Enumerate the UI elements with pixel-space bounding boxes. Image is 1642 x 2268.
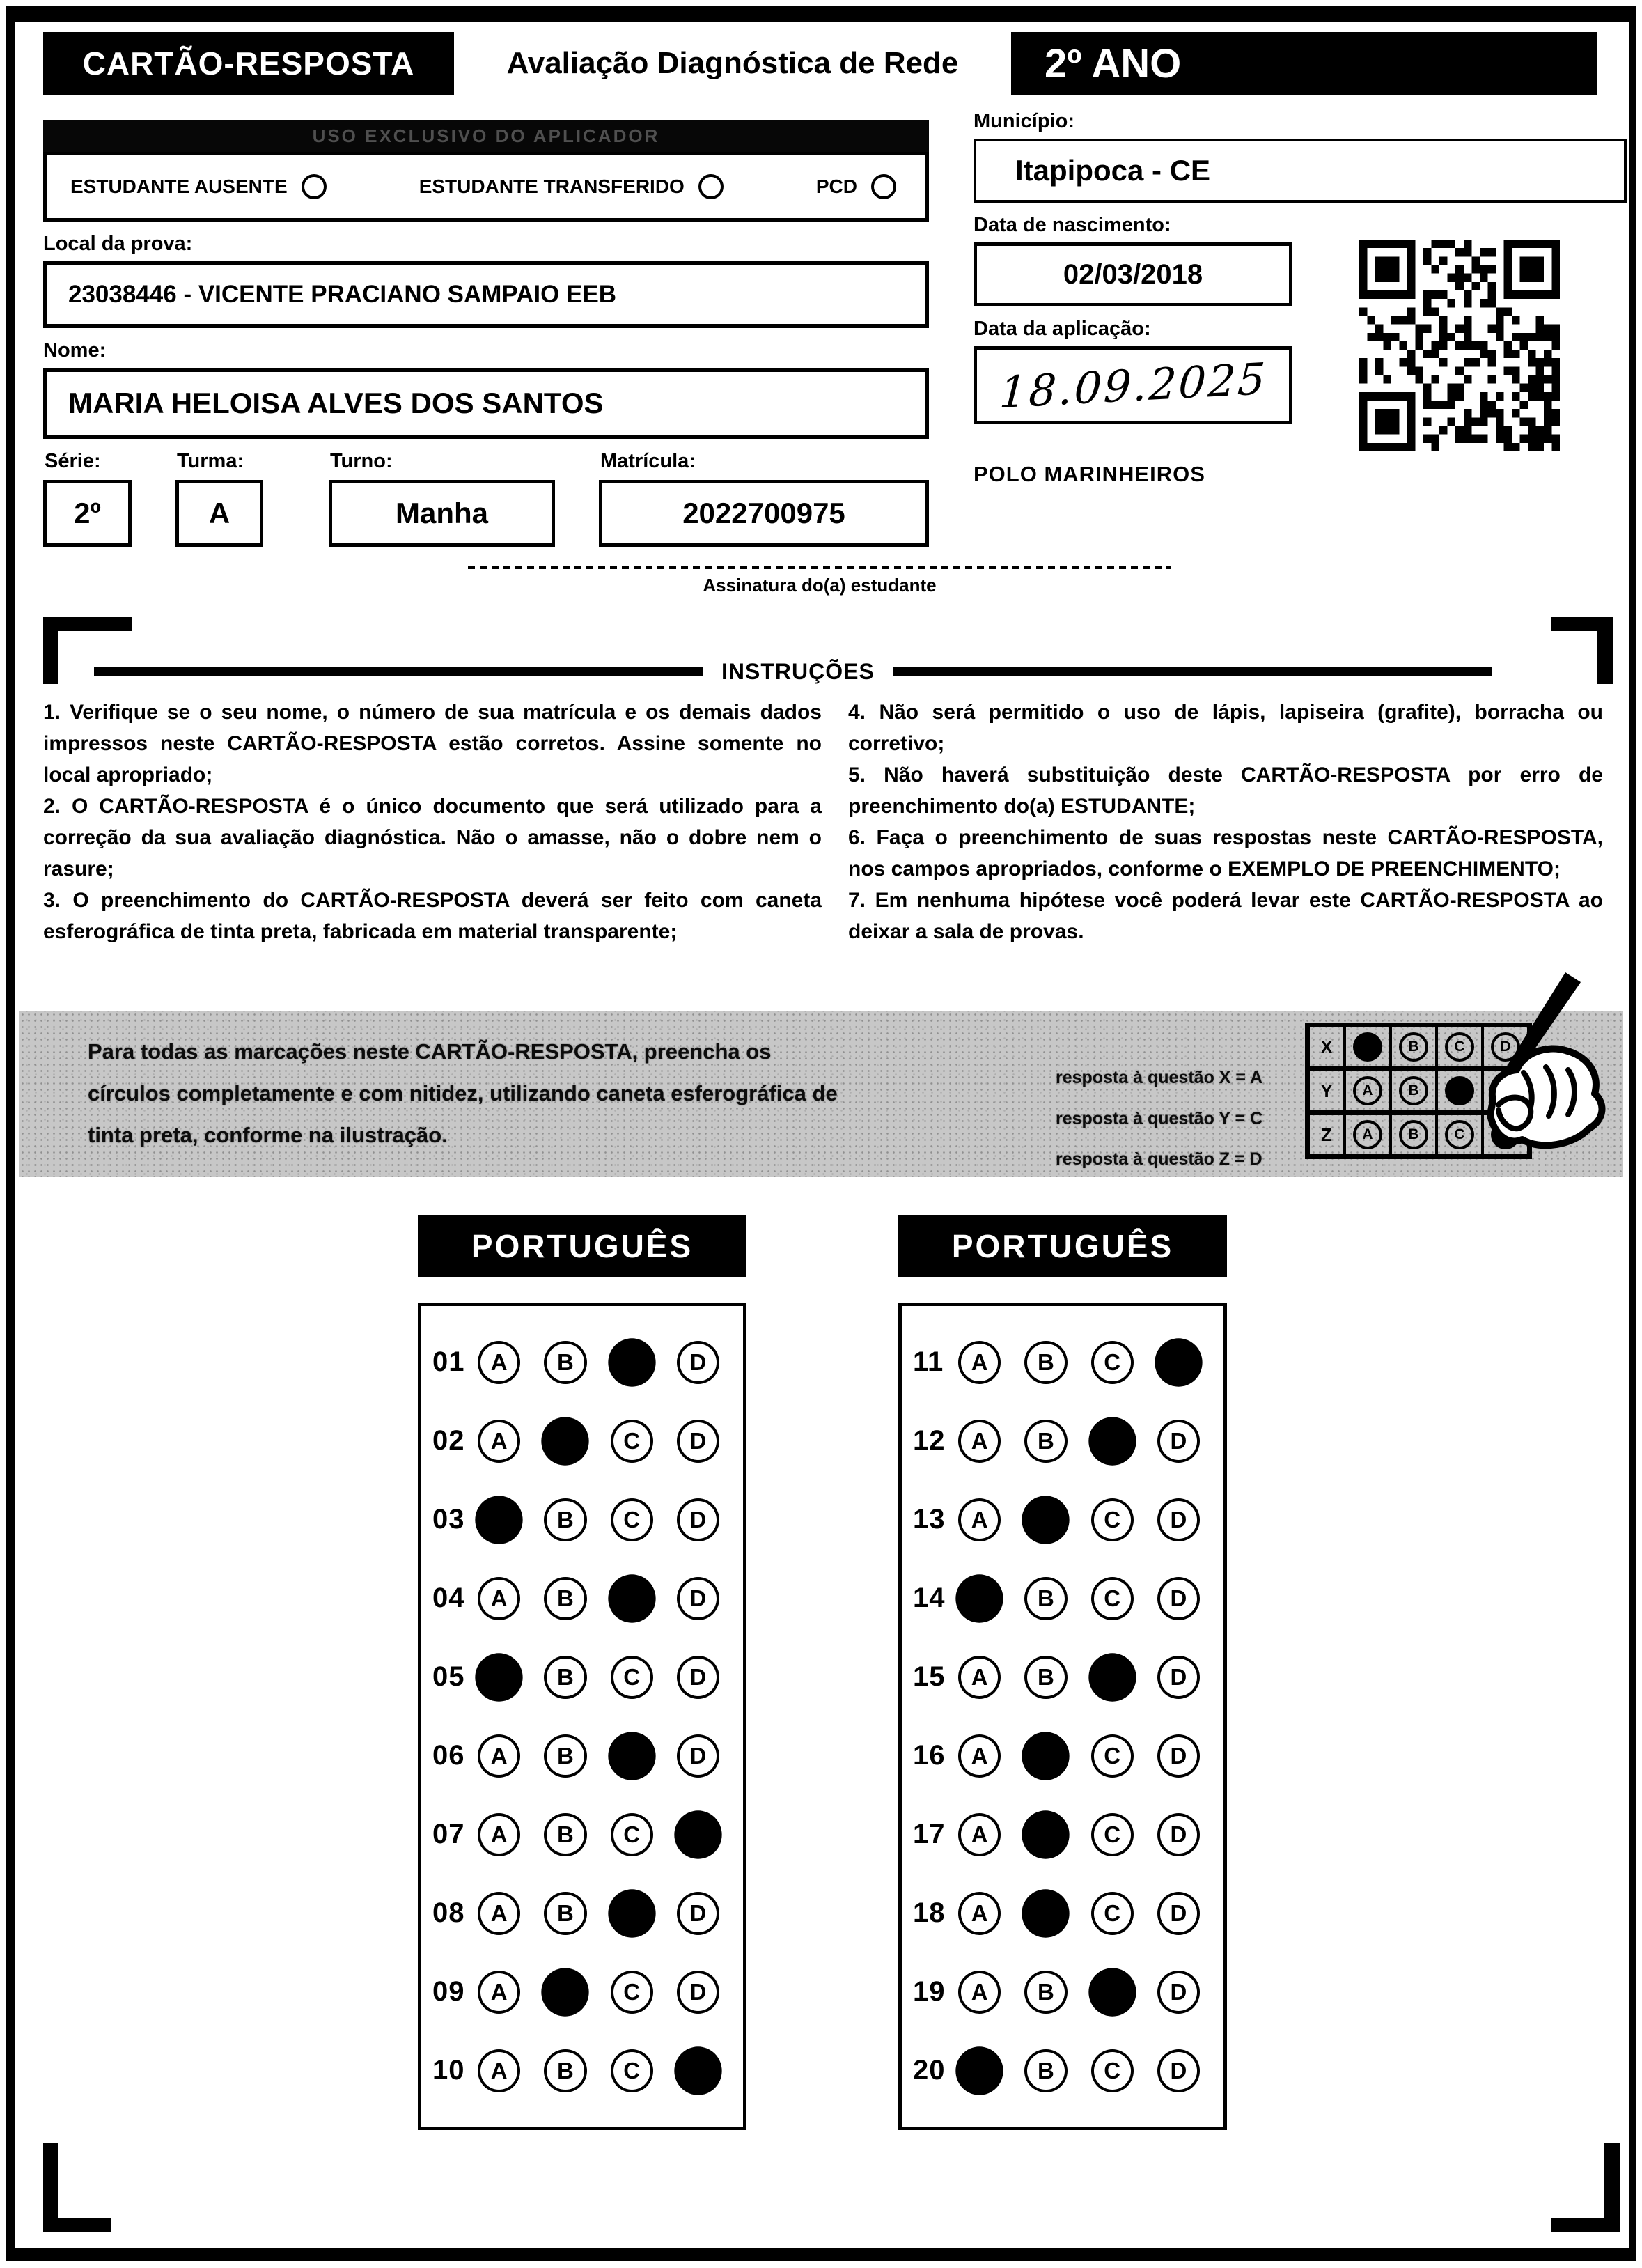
- example-cell: [1389, 1071, 1435, 1110]
- example-cell: [1389, 1027, 1435, 1066]
- status-option-label: PCD: [815, 176, 857, 197]
- question-row: [432, 1323, 743, 1401]
- bubble-11-D[interactable]: [1155, 1338, 1203, 1386]
- question-number: 09: [432, 1976, 465, 2007]
- bubble-08-A[interactable]: A: [478, 1892, 520, 1935]
- applicator-band: [43, 120, 929, 152]
- status-row: [43, 152, 929, 222]
- bubble-17-D[interactable]: D: [1157, 1813, 1200, 1856]
- bubble-12-A[interactable]: A: [958, 1420, 1001, 1463]
- bubble-04-A[interactable]: A: [478, 1577, 520, 1620]
- question-row: [432, 1795, 743, 1874]
- fill-example-legend: [1056, 1057, 1262, 1180]
- status-option-bubble[interactable]: [871, 174, 896, 199]
- example-cell: [1343, 1115, 1389, 1154]
- bubble-14-B[interactable]: B: [1024, 1577, 1067, 1620]
- instruction-item: 7. Em nenhuma hipótese você poderá levar este CARTÃO-RESPOSTA ao deixar a sala de provas.: [848, 889, 1603, 943]
- question-row: [432, 2031, 743, 2110]
- bubble-14-C[interactable]: C: [1091, 1577, 1134, 1620]
- matricula-value-box: [599, 480, 929, 547]
- bubble-19-A[interactable]: A: [958, 1971, 1001, 2014]
- hand-pen-illustration: [1443, 972, 1618, 1162]
- local-value: 23038446 - VICENTE PRACIANO SAMPAIO EEB: [68, 281, 617, 308]
- example-row-label: X: [1320, 1036, 1333, 1057]
- bubble-15-C[interactable]: [1088, 1653, 1136, 1701]
- question-row: [913, 1795, 1223, 1874]
- question-row: [913, 1874, 1223, 1952]
- status-option-label: ESTUDANTE TRANSFERIDO: [419, 176, 685, 197]
- bubble-03-A[interactable]: [475, 1496, 523, 1544]
- question-row: [913, 1716, 1223, 1795]
- answer-grid: [898, 1303, 1227, 2130]
- question-number: 15: [913, 1661, 946, 1692]
- serie-label: Série:: [45, 450, 101, 472]
- instructions-rule-left: [94, 667, 703, 676]
- class-fields-row: [43, 450, 929, 547]
- question-number: 03: [432, 1504, 465, 1535]
- question-number: 11: [913, 1346, 944, 1377]
- qr-code: [1359, 240, 1560, 451]
- question-row: [432, 1638, 743, 1716]
- bubble-10-A[interactable]: A: [478, 2049, 520, 2092]
- bubble-11-A[interactable]: A: [958, 1341, 1001, 1384]
- status-option-2: [419, 174, 724, 199]
- question-number: 18: [913, 1897, 946, 1928]
- example-legend-line: resposta à questão Y = C: [1056, 1108, 1263, 1128]
- bubble-13-B[interactable]: [1022, 1496, 1070, 1544]
- bubble-12-D[interactable]: D: [1157, 1420, 1200, 1463]
- student-data-left: [43, 120, 929, 547]
- example-row-label: Z: [1321, 1124, 1332, 1145]
- bubble-01-B[interactable]: B: [544, 1341, 586, 1384]
- bubble-06-D[interactable]: D: [677, 1734, 719, 1778]
- bubble-04-D[interactable]: D: [677, 1577, 719, 1620]
- nome-value: MARIA HELOISA ALVES DOS SANTOS: [68, 387, 604, 419]
- bubble-03-C[interactable]: C: [611, 1498, 653, 1541]
- bubble-18-C[interactable]: C: [1091, 1892, 1134, 1935]
- question-row: [913, 1559, 1223, 1638]
- question-row: [432, 1559, 743, 1638]
- question-row: [913, 1952, 1223, 2031]
- bubble-03-D[interactable]: D: [677, 1498, 719, 1541]
- bubble-13-C[interactable]: C: [1091, 1498, 1134, 1541]
- question-row: [913, 1401, 1223, 1480]
- example-bubble-Y-B: B: [1399, 1076, 1428, 1105]
- bubble-16-D[interactable]: D: [1157, 1734, 1200, 1778]
- question-row: [913, 1638, 1223, 1716]
- answer-section-1: [418, 1215, 746, 2130]
- bubble-07-D[interactable]: [674, 1810, 722, 1858]
- bubble-16-B[interactable]: [1022, 1732, 1070, 1780]
- header-bar: [43, 32, 1597, 95]
- bubble-07-B[interactable]: B: [544, 1813, 586, 1856]
- question-number: 20: [913, 2055, 946, 2086]
- question-number: 06: [432, 1740, 465, 1771]
- question-row: [432, 1480, 743, 1559]
- question-number: 04: [432, 1583, 465, 1613]
- nascimento-value-box: [974, 242, 1292, 306]
- fill-example-text: [88, 1031, 1049, 1156]
- question-number: 10: [432, 2055, 465, 2086]
- bubble-02-D[interactable]: D: [677, 1420, 719, 1463]
- turma-field: [175, 450, 263, 547]
- question-number: 08: [432, 1897, 465, 1928]
- turma-value: A: [208, 497, 230, 529]
- bubble-14-A[interactable]: [955, 1574, 1003, 1622]
- bubble-18-B[interactable]: [1022, 1889, 1070, 1937]
- bubble-10-B[interactable]: B: [544, 2049, 586, 2092]
- bubble-16-A[interactable]: A: [958, 1734, 1001, 1778]
- bubble-20-A[interactable]: [955, 2046, 1003, 2095]
- bubble-15-D[interactable]: D: [1157, 1656, 1200, 1699]
- bubble-19-D[interactable]: D: [1157, 1971, 1200, 2014]
- bubble-14-D[interactable]: D: [1157, 1577, 1200, 1620]
- example-bubble-Z-C: C: [1445, 1120, 1474, 1149]
- bubble-15-A[interactable]: A: [958, 1656, 1001, 1699]
- bubble-08-D[interactable]: D: [677, 1892, 719, 1935]
- bubble-02-A[interactable]: A: [478, 1420, 520, 1463]
- bubble-10-D[interactable]: [674, 2046, 722, 2095]
- bubble-18-D[interactable]: D: [1157, 1892, 1200, 1935]
- example-legend-line: resposta à questão X = A: [1056, 1068, 1263, 1087]
- bubble-11-C[interactable]: C: [1091, 1341, 1134, 1384]
- example-cell: [1343, 1071, 1389, 1110]
- question-number: 19: [913, 1976, 946, 2007]
- aplicacao-handwritten-value: 18.09.2025: [997, 352, 1269, 418]
- question-number: 02: [432, 1425, 465, 1456]
- question-row: [432, 1874, 743, 1952]
- bubble-02-B[interactable]: [542, 1417, 590, 1465]
- bubble-20-D[interactable]: D: [1157, 2049, 1200, 2092]
- instruction-item: 4. Não será permitido o uso de lápis, lapiseira (grafite), borracha ou corretivo;: [848, 701, 1603, 755]
- question-number: 13: [913, 1504, 946, 1535]
- example-text-line: Para todas as marcações neste CARTÃO-RESPOSTA, preencha os: [88, 1039, 772, 1064]
- fill-example-band: [19, 1011, 1623, 1177]
- serie-field: [43, 450, 132, 547]
- local-value-box: [43, 261, 929, 328]
- example-bubble-X-C: C: [1445, 1032, 1474, 1062]
- turno-field: [329, 450, 555, 547]
- matricula-value: 2022700975: [682, 497, 845, 529]
- bubble-04-C[interactable]: [608, 1574, 656, 1622]
- instruction-item: 3. O preenchimento do CARTÃO-RESPOSTA deverá ser feito com caneta esferográfica de tinta preta, fabricada em material transparente;: [43, 889, 822, 943]
- bubble-09-B[interactable]: [542, 1968, 590, 2016]
- signature-line[interactable]: [468, 566, 1171, 569]
- bubble-08-C[interactable]: [608, 1889, 656, 1937]
- question-row: [432, 1952, 743, 2031]
- bubble-17-C[interactable]: C: [1091, 1813, 1134, 1856]
- example-row-label-cell: [1310, 1027, 1343, 1066]
- bubble-06-B[interactable]: B: [544, 1734, 586, 1778]
- assessment-title: Avaliação Diagnóstica de Rede: [454, 32, 1011, 95]
- bubble-18-A[interactable]: A: [958, 1892, 1001, 1935]
- matricula-field: [599, 450, 929, 547]
- grade-label: 2º ANO: [1045, 40, 1182, 86]
- signature-label: Assinatura do(a) estudante: [703, 575, 937, 596]
- polo-label: POLO MARINHEIROS: [974, 462, 1205, 486]
- bubble-07-C[interactable]: C: [611, 1813, 653, 1856]
- bubble-04-B[interactable]: B: [544, 1577, 586, 1620]
- bubble-16-C[interactable]: C: [1091, 1734, 1134, 1778]
- nascimento-value: 02/03/2018: [1063, 258, 1203, 290]
- example-row-label: Y: [1320, 1080, 1333, 1101]
- bubble-06-A[interactable]: A: [478, 1734, 520, 1778]
- question-number: 17: [913, 1819, 946, 1849]
- bubble-17-B[interactable]: [1022, 1810, 1070, 1858]
- bubble-01-D[interactable]: D: [677, 1341, 719, 1384]
- question-row: [432, 1401, 743, 1480]
- example-bubble-X-B: B: [1399, 1032, 1428, 1062]
- example-bubble-X-A: [1353, 1032, 1382, 1062]
- question-number: 07: [432, 1819, 465, 1849]
- question-number: 01: [432, 1346, 465, 1377]
- bubble-05-A[interactable]: [475, 1653, 523, 1701]
- crop-mark-bottom-left: [43, 2143, 111, 2232]
- question-row: [913, 1480, 1223, 1559]
- nome-label: Nome:: [43, 339, 107, 362]
- turno-value: Manha: [395, 497, 488, 529]
- bubble-19-B[interactable]: B: [1024, 1971, 1067, 2014]
- aplicacao-label: Data da aplicação:: [974, 318, 1151, 340]
- crop-mark-top-right: [1551, 617, 1613, 684]
- bubble-10-C[interactable]: C: [611, 2049, 653, 2092]
- question-number: 12: [913, 1425, 946, 1456]
- instruction-item: 5. Não haverá substituição deste CARTÃO-RESPOSTA por erro de preenchimento do(a) ESTUDANTE;: [848, 763, 1603, 818]
- answer-grid: [418, 1303, 746, 2130]
- instructions-title: INSTRUÇÕES: [721, 659, 875, 684]
- bubble-03-B[interactable]: B: [544, 1498, 586, 1541]
- instructions-column-left: [43, 697, 822, 947]
- card-title: CARTÃO-RESPOSTA: [82, 45, 415, 81]
- bubble-12-C[interactable]: [1088, 1417, 1136, 1465]
- example-row-label-cell: [1310, 1071, 1343, 1110]
- question-row: [913, 2031, 1223, 2110]
- bubble-01-C[interactable]: [608, 1338, 656, 1386]
- status-option-label: ESTUDANTE AUSENTE: [70, 176, 288, 197]
- bubble-05-C[interactable]: C: [611, 1656, 653, 1699]
- answer-section-title: PORTUGUÊS: [898, 1215, 1227, 1277]
- instruction-item: 1. Verifique se o seu nome, o número de sua matrícula e os demais dados impressos neste CARTÃO-RESPOSTA estão corretos. Assine somente no local apropriado;: [43, 701, 822, 786]
- bubble-08-B[interactable]: B: [544, 1892, 586, 1935]
- turno-value-box: [329, 480, 555, 547]
- bubble-05-B[interactable]: B: [544, 1656, 586, 1699]
- bubble-20-C[interactable]: C: [1091, 2049, 1134, 2092]
- signature-area[interactable]: [468, 566, 1171, 596]
- bubble-11-B[interactable]: B: [1024, 1341, 1067, 1384]
- bubble-01-A[interactable]: A: [478, 1341, 520, 1384]
- question-row: [432, 1716, 743, 1795]
- status-option-bubble[interactable]: [698, 174, 724, 199]
- municipio-label: Município:: [974, 110, 1074, 132]
- turma-value-box: [175, 480, 263, 547]
- question-number: 05: [432, 1661, 465, 1692]
- example-text-line: tinta preta, conforme na ilustração.: [88, 1122, 448, 1147]
- local-label: Local da prova:: [43, 233, 193, 255]
- matricula-label: Matrícula:: [600, 450, 696, 472]
- example-bubble-Z-A: A: [1353, 1120, 1382, 1149]
- bubble-09-A[interactable]: A: [478, 1971, 520, 2014]
- status-option-3: [816, 174, 896, 199]
- instruction-item: 2. O CARTÃO-RESPOSTA é o único documento que será utilizado para a correção da sua avaliação diagnóstica. Não o amasse, não o dobre nem o rasure;: [43, 795, 822, 880]
- bubble-09-C[interactable]: C: [611, 1971, 653, 2014]
- bubble-13-A[interactable]: A: [958, 1498, 1001, 1541]
- turma-label: Turma:: [177, 450, 244, 472]
- bubble-15-B[interactable]: B: [1024, 1656, 1067, 1699]
- instructions-header: [94, 659, 1535, 685]
- status-option-1: [70, 174, 327, 199]
- question-number: 14: [913, 1583, 946, 1613]
- instructions-rule-right: [893, 667, 1492, 676]
- municipio-value: Itapipoca - CE: [1015, 154, 1211, 187]
- bubble-12-B[interactable]: B: [1024, 1420, 1067, 1463]
- bubble-06-C[interactable]: [608, 1732, 656, 1780]
- applicator-band-label: USO EXCLUSIVO DO APLICADOR: [312, 125, 660, 146]
- serie-value-box: [43, 480, 132, 547]
- serie-value: 2º: [74, 497, 101, 529]
- bubble-05-D[interactable]: D: [677, 1656, 719, 1699]
- example-legend-line: resposta à questão Z = D: [1056, 1149, 1262, 1169]
- turno-label: Turno:: [330, 450, 393, 472]
- bubble-20-B[interactable]: B: [1024, 2049, 1067, 2092]
- example-cell: [1343, 1027, 1389, 1066]
- bubble-19-C[interactable]: [1088, 1968, 1136, 2016]
- instruction-item: 6. Faça o preenchimento de suas respostas neste CARTÃO-RESPOSTA, nos campos apropriados, conforme o EXEMPLO DE PREENCHIMENTO;: [848, 826, 1603, 880]
- bubble-17-A[interactable]: A: [958, 1813, 1001, 1856]
- instructions-column-right: [848, 697, 1603, 947]
- example-bubble-Y-A: A: [1353, 1076, 1382, 1105]
- bubble-02-C[interactable]: C: [611, 1420, 653, 1463]
- nascimento-label: Data de nascimento:: [974, 214, 1171, 236]
- example-cell: [1389, 1115, 1435, 1154]
- answer-section-title: PORTUGUÊS: [418, 1215, 746, 1277]
- bubble-09-D[interactable]: D: [677, 1971, 719, 2014]
- answer-section-2: [898, 1215, 1227, 2130]
- aplicacao-value-box[interactable]: [974, 346, 1292, 424]
- example-bubble-Z-B: B: [1399, 1120, 1428, 1149]
- municipio-value-box: [974, 139, 1627, 203]
- question-row: [913, 1323, 1223, 1401]
- example-text-line: círculos completamente e com nitidez, utilizando caneta esferográfica de: [88, 1080, 838, 1105]
- example-row-label-cell: [1310, 1115, 1343, 1154]
- nome-value-box: [43, 368, 929, 439]
- status-option-bubble[interactable]: [302, 174, 327, 199]
- example-bubble-X-D: D: [1491, 1032, 1520, 1062]
- question-number: 16: [913, 1740, 946, 1771]
- bubble-13-D[interactable]: D: [1157, 1498, 1200, 1541]
- bubble-07-A[interactable]: A: [478, 1813, 520, 1856]
- crop-mark-bottom-right: [1551, 2143, 1620, 2232]
